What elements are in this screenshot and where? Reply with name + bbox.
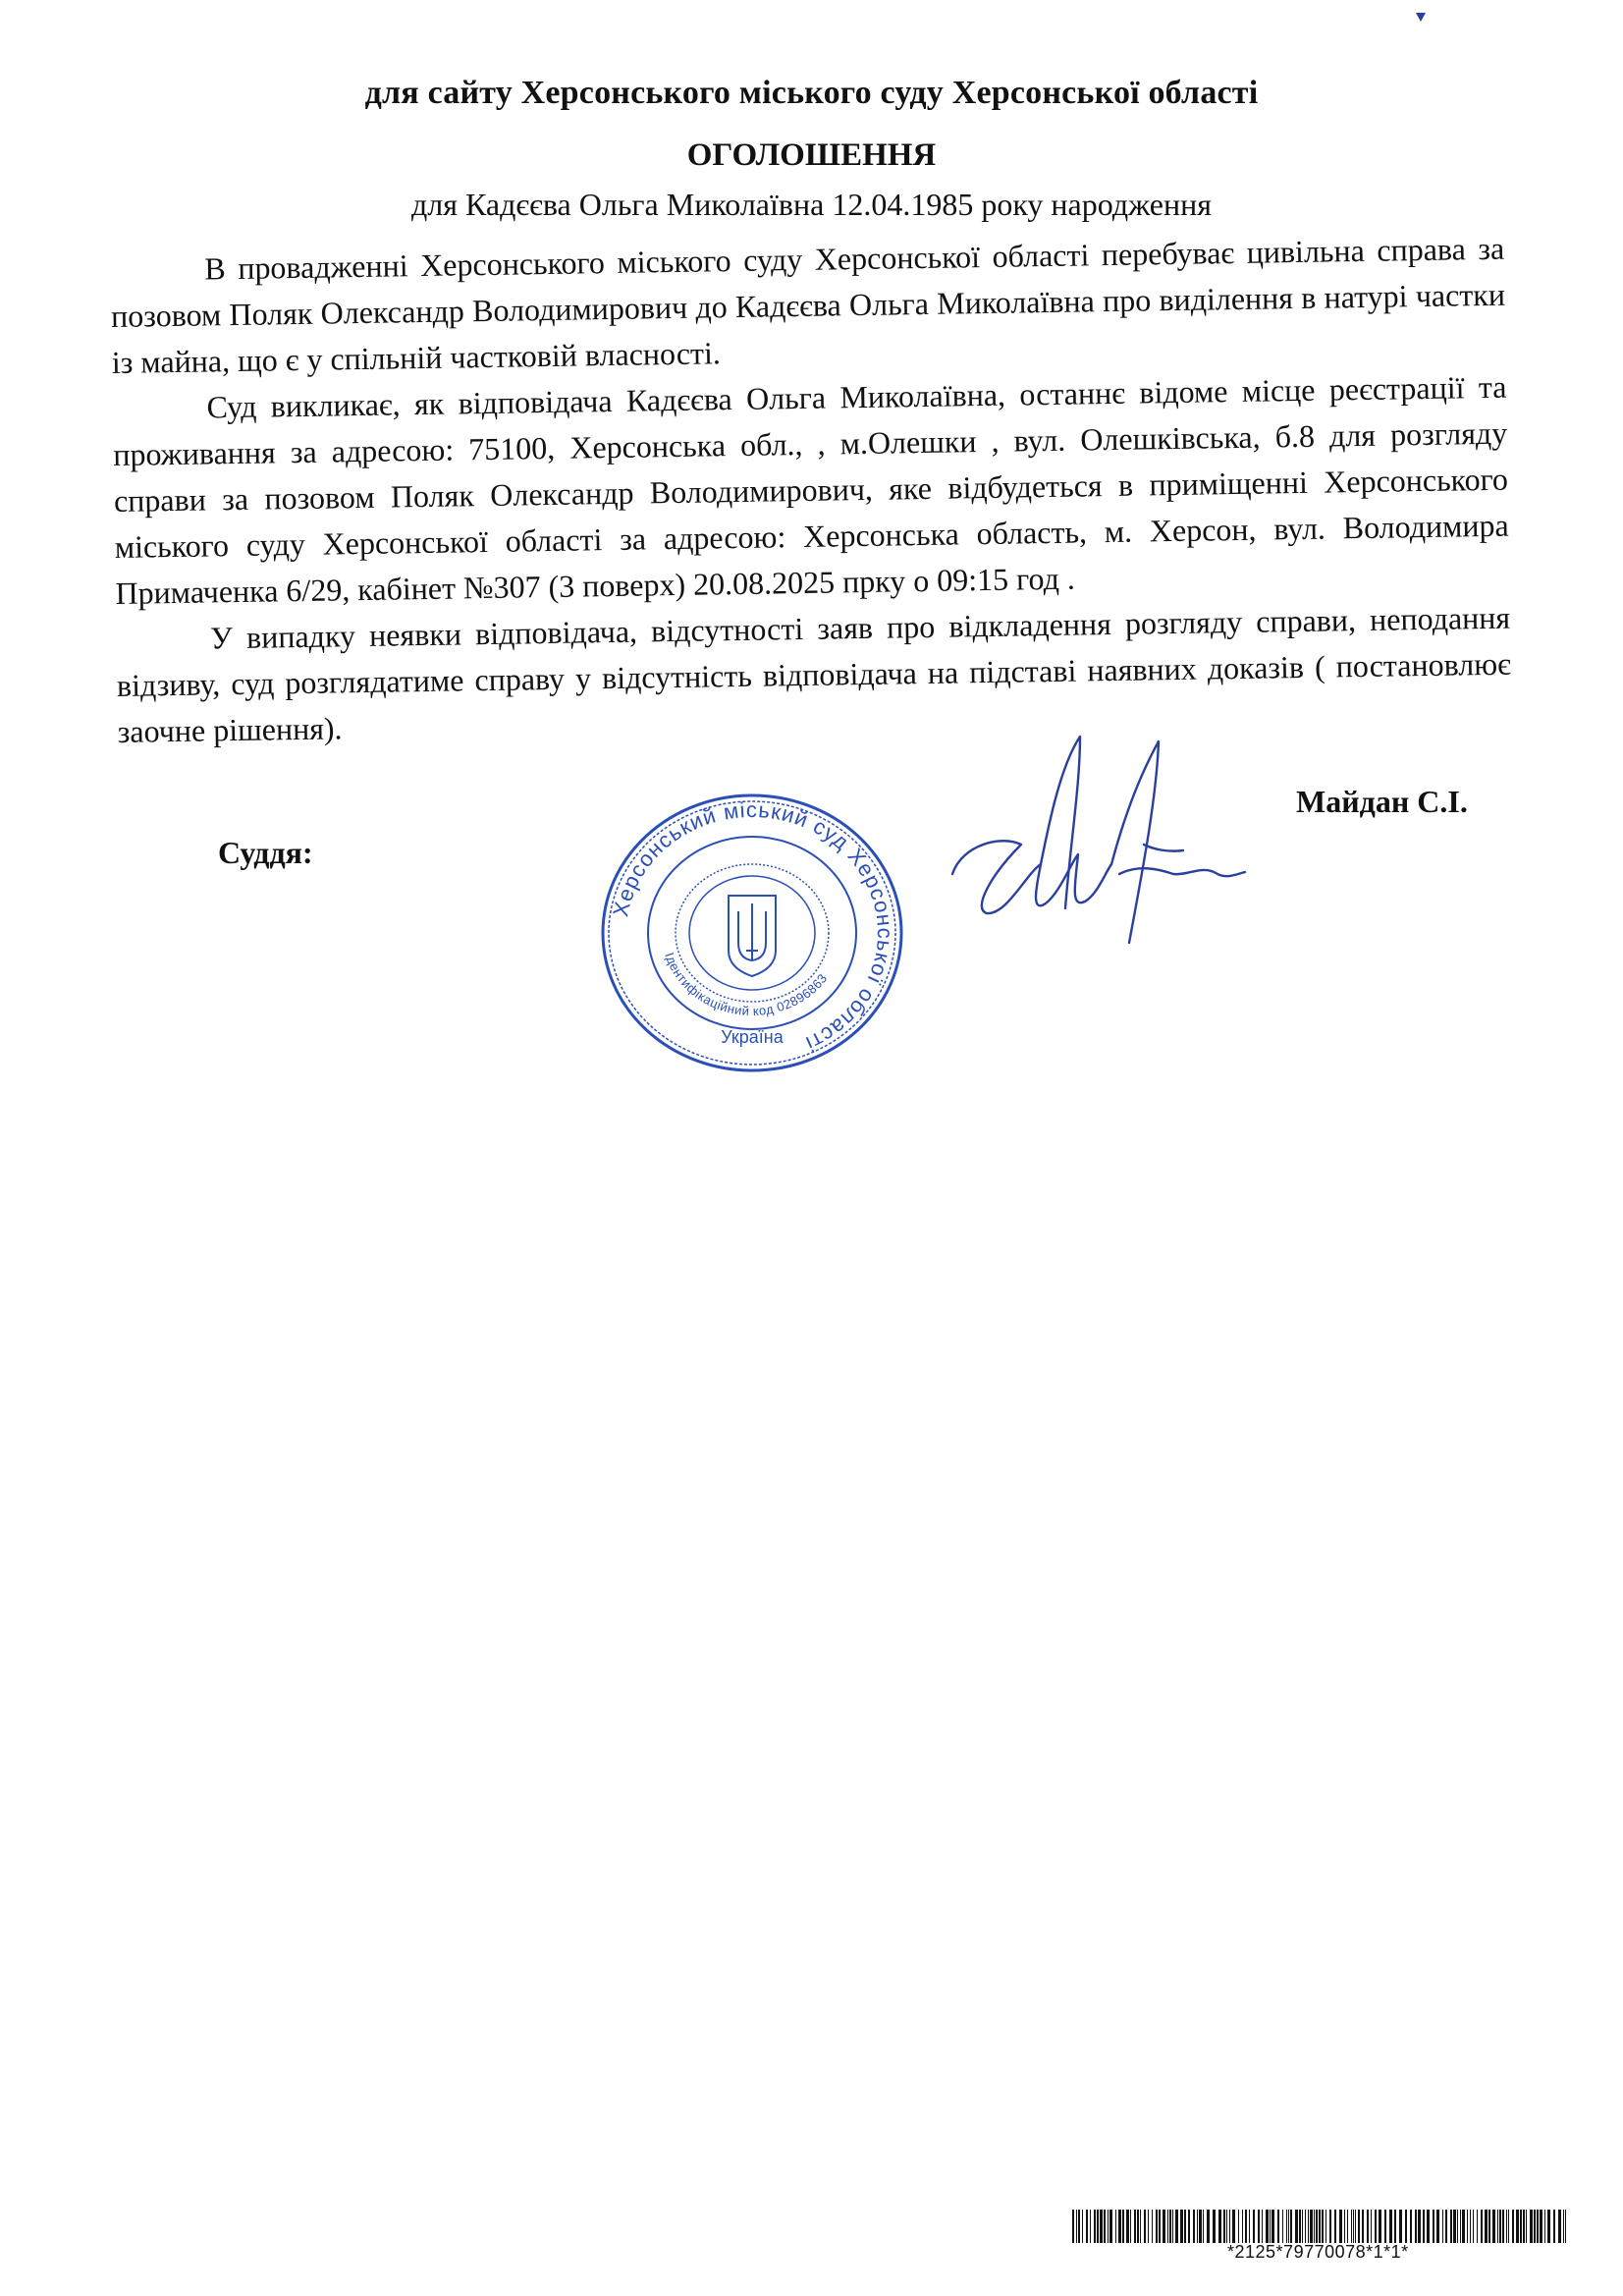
coat-of-arms-icon — [729, 896, 776, 976]
document-header: для сайту Херсонського міського суду Херсонської області — [364, 75, 1259, 111]
document-subtitle: для Кадєєва Ольга Миколаївна 12.04.1985 року народження — [411, 187, 1212, 222]
court-seal-stamp — [595, 786, 909, 1080]
seal-bottom-text: Україна — [721, 1027, 784, 1047]
paragraph-case: В провадженні Херсонського міського суду Херсонської області перебуває цивільна справа за позовом Поляк Олександр Володимирович до Кадєєва Ольга Миколаївна про виділення в натурі частки із майна, що є у спільній частковій власності. — [110, 230, 1506, 380]
barcode-text: *2125*79770078*1*1* — [1227, 2242, 1409, 2262]
judge-name: Майдан С.І. — [1296, 784, 1468, 819]
document-barcode — [1072, 2210, 1573, 2243]
document-body — [110, 226, 1512, 755]
seal-outer-text: Херсонський міський суд Херсонської області — [608, 796, 898, 1057]
document-title: ОГОЛОШЕННЯ — [686, 137, 937, 173]
seal-inner-text: Ідентифікаційний код 02896863 — [662, 951, 831, 1019]
paragraph-summons: Суд викликає, як відповідача Кадєєва Ольга Миколаївна, останнє відоме місце реєстрації та проживання за адресою: 75100, Херсонська обл., , м.Олешки , вул. Олешківська, б.8 для розгляду справи за позовом Поляк Олександр Володимирович, яке відбудеться в приміщенні Херсонського міського суду Херсонської області за адресою: Херсонська область, м. Херсон, вул. Володимира Примаченка 6/29, кабінет №307 (3 поверх) 20.08.2025 прку о 09:15 год . — [113, 368, 1509, 611]
judge-label: Суддя: — [218, 835, 313, 870]
corner-mark-icon — [1414, 10, 1428, 24]
judge-signature — [933, 727, 1247, 962]
paragraph-absence: У випадку неявки відповідача, відсутності заяв про відкладення розгляду справи, неподання відзиву, суд розглядатиме справу у відсутність відповідача на підставі наявних доказів ( постановлює заочне рішення). — [116, 599, 1512, 749]
